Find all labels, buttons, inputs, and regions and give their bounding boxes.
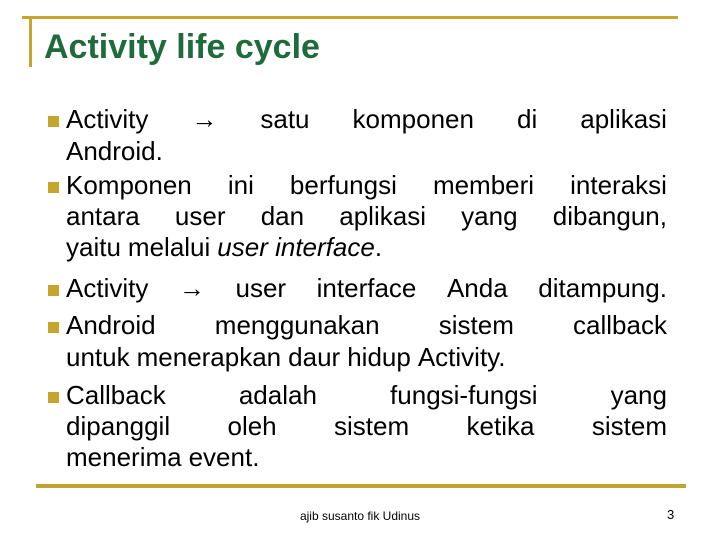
bullet-word: interaksi [570,170,667,200]
bullet-word: sistem [438,310,514,340]
bullet-word: antara [66,201,140,231]
bullet-word: ditampung. [538,273,667,303]
bullet-icon [48,182,59,193]
bullet-word: menerima [66,442,182,472]
bullet-word: callback [573,310,667,340]
bullet-word: dipanggil [66,411,171,441]
bullet-word: Android. [66,136,163,166]
bullet-line [66,232,667,263]
bullet-word: yaitu [66,232,121,262]
bullet-word: untuk [66,342,130,372]
top-rule [22,16,678,19]
title-side-rule [29,16,32,67]
bullet-word: hidup [347,342,411,372]
bullet-word: . [374,232,383,262]
bullet-word: menggunakan [214,310,380,340]
bullet-word: Android [66,310,156,340]
bullet-word: yang [610,380,667,410]
bullet-line [66,411,667,442]
bullet-line [66,170,667,201]
bullet-word: Activity [66,273,149,303]
bullet-line [66,380,667,411]
bullet-word: oleh [227,411,277,441]
bullet-word: Activity. [417,342,506,372]
bullet-line [66,273,667,304]
bullet-word: ketika [466,411,535,441]
bullet-word: melalui [127,232,211,262]
bullet-word: berfungsi [289,170,397,200]
bullet-word: komponen [352,104,474,134]
bullet-line [66,136,667,167]
bullet-word: Callback [66,380,166,410]
bullet-word: → [191,104,218,134]
bullet-word: user interface [217,232,375,262]
bullet-word: memberi [432,170,535,200]
bullet-word: aplikasi [339,201,426,231]
bullet-icon [48,392,59,403]
bullet-word: event. [188,442,260,472]
bullet-icon [48,285,59,296]
bullet-word: sistem [334,411,410,441]
bullet-word: user [235,273,287,303]
bullet-word: daur [288,342,341,372]
bullet-word: yang [461,201,518,231]
bullet-word: dan [260,201,305,231]
footer-text: ajib susanto fik Udinus [299,509,421,523]
bullet-word: sistem [591,411,667,441]
bullet-word: Anda [446,273,508,303]
bullet-word: aplikasi [580,104,667,134]
bullet-line [66,442,667,473]
bullet-word: interface [316,273,417,303]
bullet-word: Activity [66,104,149,134]
bullet-word: ini [227,170,254,200]
bullet-word: adalah [238,380,317,410]
bullet-line [66,201,667,232]
bullet-word: menerapkan [136,342,282,372]
bullet-word: fungsi-fungsi [390,380,538,410]
bullet-icon [48,322,59,333]
bullet-word: di [516,104,538,134]
bullet-word: satu [260,104,310,134]
slide-title: Activity life cycle [44,28,320,66]
bullet-icon [48,116,59,127]
page-number: 3 [667,507,675,522]
bullet-word: user [174,201,226,231]
bottom-rule [36,484,686,488]
bullet-word: → [178,273,205,303]
bullet-word: Komponen [66,170,192,200]
bullet-word: dibangun, [552,201,667,231]
bullet-line [66,342,667,373]
bullet-line [66,104,667,135]
bullet-line [66,310,667,341]
